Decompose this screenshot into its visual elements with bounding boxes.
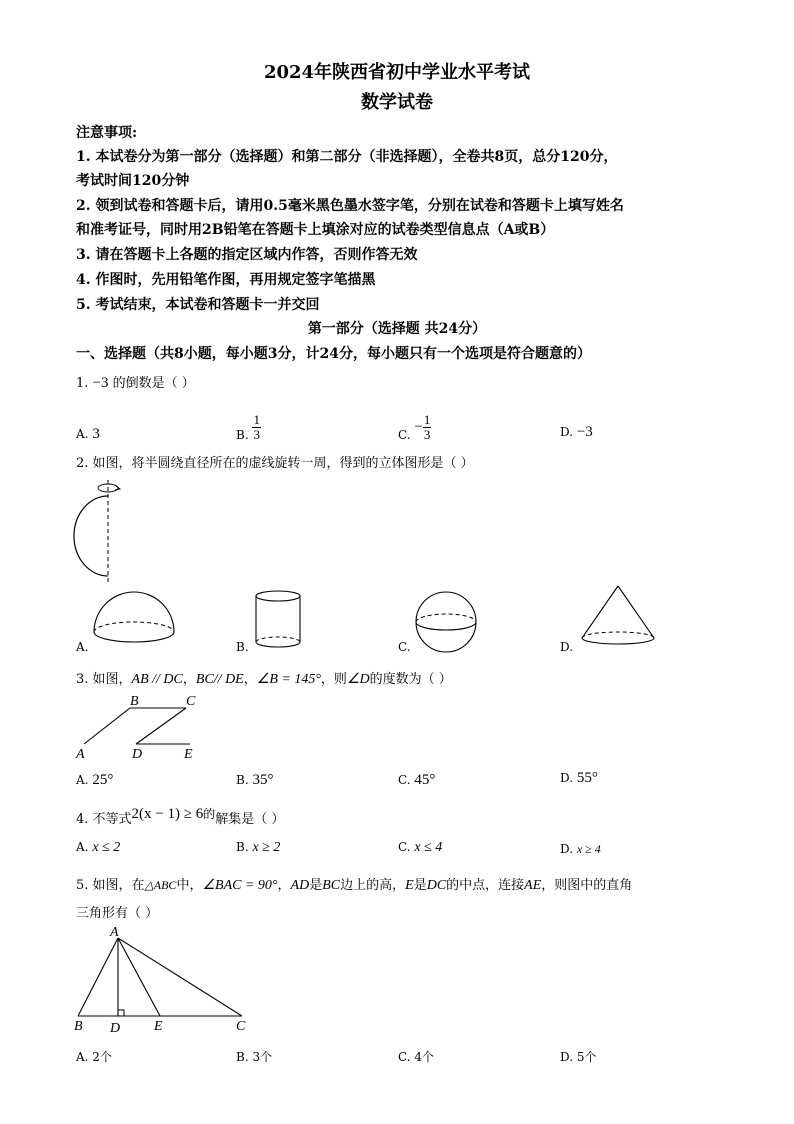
notice-heading: 注意事项: <box>76 125 138 141</box>
notice-item-4: 4. 作图时，先用铅笔作图，再用规定签字笔描黑 <box>76 272 376 288</box>
q2-option-d-cone-icon <box>578 584 658 648</box>
q4-option-c[interactable] <box>398 840 442 856</box>
q5-bc: BC <box>322 878 341 893</box>
q5-text-1: 中， <box>176 878 203 893</box>
q2-option-a[interactable]: A. <box>76 640 89 654</box>
q4-option-d-value: x ≥ 4 <box>576 842 601 856</box>
section-heading: 一、选择题（共8小题，每小题3分，计24分，每小题只有一个选项是符合题意的） <box>76 346 591 362</box>
q3-option-c-value: 45° <box>414 772 436 788</box>
q3-condition-3: ∠B = 145° <box>256 672 321 687</box>
exam-title: 2024年陕西省初中学业水平考试 <box>263 62 531 83</box>
q2-option-c[interactable]: C. <box>398 640 411 654</box>
q4-stem <box>76 808 284 828</box>
q5-text-6: 的中点，连接 <box>446 878 525 893</box>
q5-text-4: 边上的高， <box>340 878 406 893</box>
q1-option-d-value: −3 <box>576 424 593 440</box>
q3-label-c: C <box>186 694 196 709</box>
q5-text-3: 是 <box>309 878 323 893</box>
q5-text-7: ，则图中的直角 <box>541 878 633 893</box>
q2-option-d[interactable]: D. <box>560 640 574 654</box>
q5-triangle: △ABC <box>144 878 177 892</box>
q3-option-a-label: A. <box>76 773 89 787</box>
q4-option-a[interactable] <box>76 840 120 856</box>
q3-separator-1: ， <box>182 672 196 687</box>
notice-item-2-line-1: 2. 领到试卷和答题卡后，请用0.5毫米黑色墨水签字笔，分别在试卷和答题卡上填写姓名 <box>76 198 624 214</box>
q3-separator-2: ， <box>243 672 257 687</box>
q4-option-d[interactable] <box>560 842 601 857</box>
q5-text-5: 是 <box>413 878 427 893</box>
exam-subtitle: 数学试卷 <box>361 92 433 113</box>
q1-number: 1. <box>76 376 89 391</box>
q3-option-b-label: B. <box>236 773 249 787</box>
q3-option-a-value: 25° <box>92 772 114 788</box>
q5-option-b[interactable]: B. 3个 <box>236 1050 273 1064</box>
q4-option-b-value: x ≥ 2 <box>252 840 281 855</box>
q1-option-b[interactable] <box>236 402 261 442</box>
part1-heading: 第一部分（选择题 共24分） <box>307 321 487 337</box>
q3-option-a[interactable] <box>76 772 113 789</box>
q5-label-b: B <box>74 1019 83 1034</box>
q5-option-a[interactable]: A. 2个 <box>76 1050 112 1064</box>
q5-ae: AE <box>524 878 542 893</box>
q2-option-b-cylinder-icon <box>252 588 306 650</box>
q2-stem: 2. 如图，将半圆绕直径所在的虚线旋转一周，得到的立体图形是（ ） <box>76 456 474 471</box>
q1-option-a[interactable] <box>76 426 100 443</box>
q5-option-d[interactable]: D. 5个 <box>560 1050 597 1064</box>
q4-expression: 2(x − 1) ≥ 6 <box>131 806 204 822</box>
q3-label-b: B <box>130 694 139 709</box>
q5-label-e: E <box>154 1019 163 1034</box>
q5-ad: AD <box>290 878 310 893</box>
q4-option-b[interactable] <box>236 840 280 856</box>
q1-option-c[interactable] <box>398 402 431 442</box>
q3-option-d[interactable] <box>560 770 598 787</box>
q1-option-c-sign: − <box>414 419 423 435</box>
q5-e: E <box>405 878 414 893</box>
q1-option-b-denominator: 3 <box>253 427 260 442</box>
q3-condition-2: BC// DE <box>195 672 244 687</box>
q1-option-c-numerator: 1 <box>423 412 431 427</box>
q4-option-a-value: x ≤ 2 <box>92 840 121 855</box>
q5-label-c: C <box>236 1019 246 1034</box>
notice-item-1-line-1: 1. 本试卷分为第一部分（选择题）和第二部分（非选择题），全卷共8页，总分120分， <box>76 149 618 165</box>
q3-angle: ∠D <box>346 672 370 687</box>
q4-suffix-a: 的 <box>203 807 216 821</box>
q5-stem-line-2: 三角形有（ ） <box>76 906 159 921</box>
q2-semicircle-figure <box>70 476 130 586</box>
q3-option-b-value: 35° <box>252 772 274 788</box>
q3-label-a: A <box>76 747 85 762</box>
q2-option-b[interactable]: B. <box>236 640 249 654</box>
q1-option-c-denominator: 3 <box>423 427 431 442</box>
q4-option-b-label: B. <box>236 840 249 854</box>
q3-parallel-lines-figure <box>72 692 212 764</box>
q1-option-c-label: C. <box>398 428 411 442</box>
q3-option-d-value: 55° <box>576 770 598 786</box>
q2-option-c-sphere-icon <box>414 590 478 654</box>
q3-option-d-label: D. <box>560 771 574 785</box>
q3-stem <box>76 668 452 688</box>
q5-dc: DC <box>426 878 447 893</box>
q1-option-d-label: D. <box>560 425 574 439</box>
q3-condition-1: AB // DC <box>131 672 183 687</box>
notice-item-2-line-2: 和准考证号，同时用2B铅笔在答题卡上填涂对应的试卷类型信息点（A或B） <box>76 222 555 238</box>
notice-item-1-line-2: 考试时间120分钟 <box>76 173 190 189</box>
q3-option-c[interactable] <box>398 772 435 789</box>
q1-option-b-numerator: 1 <box>253 412 260 427</box>
q4-option-d-label: D. <box>560 842 574 856</box>
q1-option-b-label: B. <box>236 428 249 442</box>
q3-label-e: E <box>184 747 193 762</box>
q4-option-a-label: A. <box>76 840 89 854</box>
q4-suffix-b: 解集是（ ） <box>215 812 285 827</box>
q2-option-a-hemisphere-icon <box>90 590 180 646</box>
notice-item-5: 5. 考试结束，本试卷和答题卡一并交回 <box>76 297 320 313</box>
q3-option-b[interactable] <box>236 772 273 789</box>
notice-item-3: 3. 请在答题卡上各题的指定区域内作答，否则作答无效 <box>76 247 418 263</box>
q4-option-c-label: C. <box>398 840 411 854</box>
q5-option-c[interactable]: C. 4个 <box>398 1050 435 1064</box>
q3-mid: ，则 <box>320 672 347 687</box>
q3-option-c-label: C. <box>398 773 411 787</box>
q5-label-a: A <box>110 925 119 940</box>
q5-prefix: 5. 如图，在 <box>76 878 145 893</box>
q5-angle: ∠BAC = 90° <box>202 878 278 893</box>
q3-label-d: D <box>132 747 143 762</box>
q3-prefix: 3. 如图， <box>76 672 132 687</box>
q4-option-c-value: x ≤ 4 <box>414 840 443 855</box>
q4-prefix: 4. 不等式 <box>76 812 132 827</box>
q1-option-c-fraction <box>423 413 432 442</box>
q1-option-a-label: A. <box>76 427 89 441</box>
q1-stem <box>76 372 195 392</box>
q5-stem-line-1 <box>76 874 632 894</box>
q5-triangle-figure <box>70 926 260 1038</box>
q1-option-a-value: 3 <box>92 426 100 442</box>
q5-label-d: D <box>110 1021 121 1036</box>
q1-suffix: 的倒数是（ ） <box>112 376 195 391</box>
q1-option-b-fraction <box>252 413 261 442</box>
q3-suffix: 的度数为（ ） <box>369 672 452 687</box>
q1-expression: −3 <box>92 375 109 391</box>
q5-text-2: ， <box>277 878 291 893</box>
q1-option-d[interactable] <box>560 424 593 441</box>
